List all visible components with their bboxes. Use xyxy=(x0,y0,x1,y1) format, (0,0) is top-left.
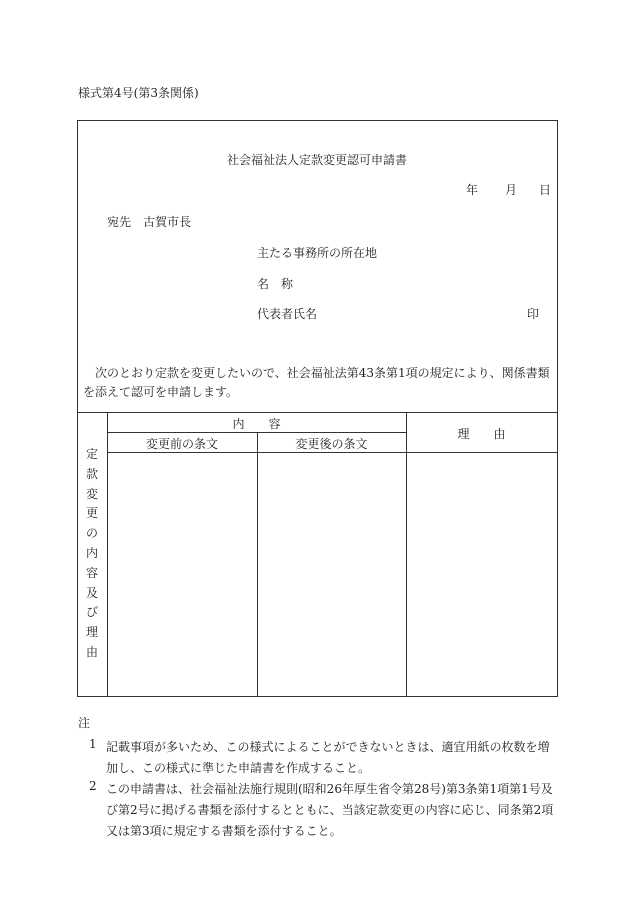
document-title: 社会福祉法人定款変更認可申請書 xyxy=(226,153,407,167)
side-label-char: 変 xyxy=(85,486,98,501)
after-change-header: 変更後の条文 xyxy=(295,437,368,451)
content-header: 内 容 xyxy=(232,417,281,431)
side-label-char: 由 xyxy=(85,644,98,659)
table-top-border xyxy=(77,412,557,413)
note-number: 1 xyxy=(89,737,97,751)
side-label-char: び xyxy=(85,605,98,620)
application-statement: 次のとおり定款を変更したいので、社会福祉法第43条第1項の規定により、関係書類を添えて認可を申請します。 xyxy=(83,366,550,399)
form-number-label: 様式第4号(第3条関係) xyxy=(78,86,199,100)
date-day-label: 日 xyxy=(539,183,552,197)
reason-header: 理 由 xyxy=(457,427,506,441)
side-label-char: 内 xyxy=(85,545,98,560)
corporation-name-label: 名 称 xyxy=(257,277,294,291)
after-change-field[interactable] xyxy=(258,453,405,694)
side-label-char: 理 xyxy=(85,625,98,640)
date-year-label: 年 xyxy=(466,183,479,197)
reason-field[interactable] xyxy=(407,453,555,694)
before-change-field[interactable] xyxy=(108,453,256,694)
note-text: この申請書は、社会福祉法施行規則(昭和26年厚生省令第28号)第3条第1項第1号及び第2号に掲げる書類を添付するとともに、当該定款変更の内容に応じ、同条第2項又は第3項に規定する書類を添付すること。 xyxy=(106,782,554,838)
side-label-vertical xyxy=(78,445,106,663)
side-label-char: の xyxy=(85,526,98,541)
side-label-char: 及 xyxy=(85,585,98,600)
office-address-label: 主たる事務所の所在地 xyxy=(257,246,378,260)
side-label-char: 容 xyxy=(85,565,98,580)
side-label-char: 更 xyxy=(85,506,98,521)
representative-name-label: 代表者氏名 xyxy=(257,307,318,321)
notes-heading: 注 xyxy=(78,716,91,730)
note-text: 記載事項が多いため、この様式によることができないときは、適宜用紙の枚数を増加し、この様式に準じた申請書を作成すること。 xyxy=(106,740,550,775)
side-label-char: 定 xyxy=(85,447,98,461)
before-change-header: 変更前の条文 xyxy=(145,437,218,451)
note-number: 2 xyxy=(89,779,97,793)
addressee: 宛先 古賀市長 xyxy=(107,215,192,229)
seal-mark: 印 xyxy=(527,307,540,321)
side-label-char: 款 xyxy=(85,466,98,481)
date-month-label: 月 xyxy=(505,183,518,197)
